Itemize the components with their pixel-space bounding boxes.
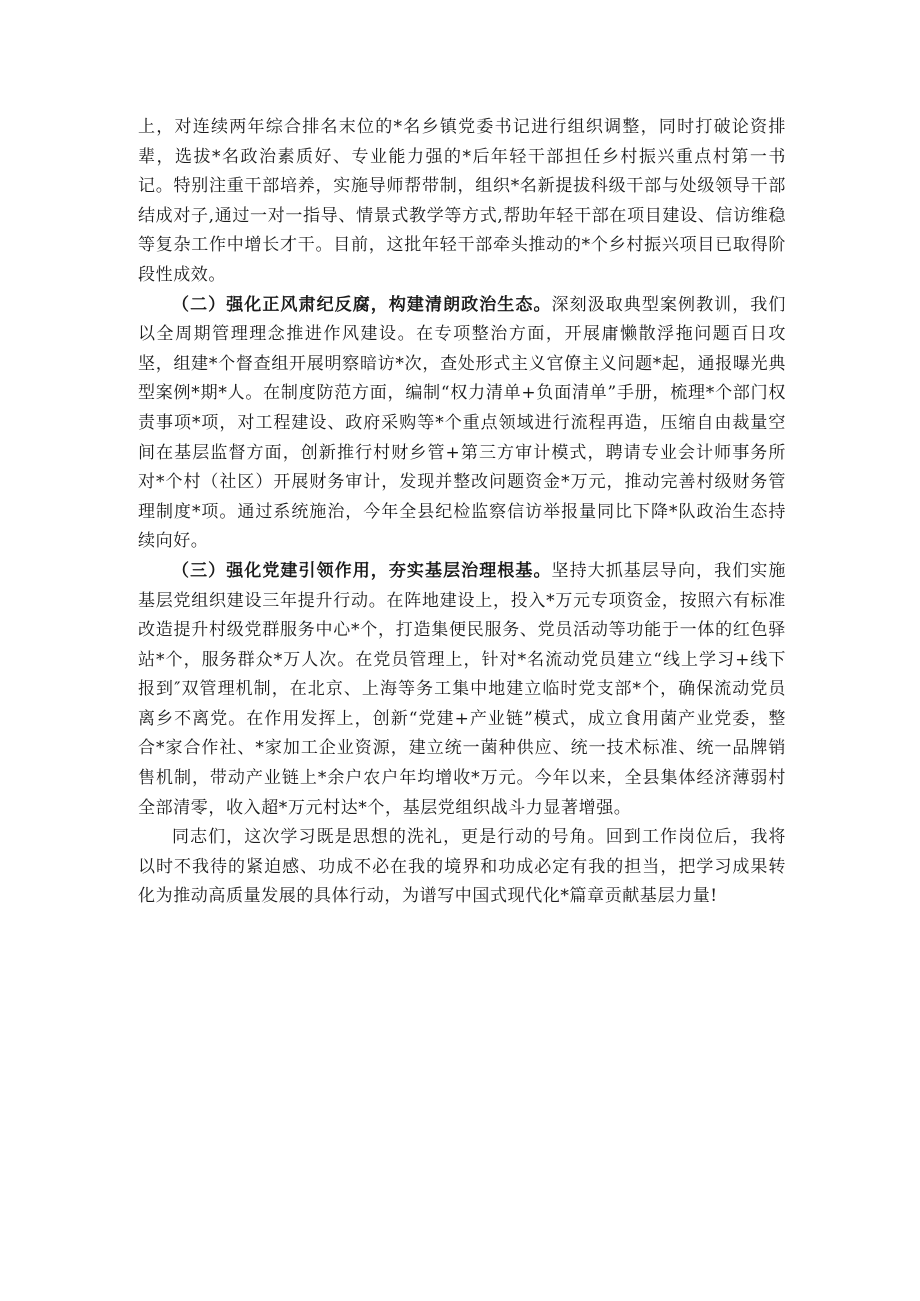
- section-3-body: 坚持大抓基层导向，我们实施基层党组织建设三年提升行动。在阵地建设上，投入*万元专项资金，按照六有标准改造提升村级党群服务中心*个，打造集便民服务、党员活动等功能于一体的红色驿站*个，服务群众*万人次。在党员管理上，针对*名流动党员建立“线上学习+线下报到″双管理机制，在北京、上海等务工集中地建立临时党支部*个，确保流动党员离乡不离党。在作用发挥上，创新“党建+产业链”模式，成立食用菌产业党委，整合*家合作社、*家加工企业资源，建立统一菌种供应、统一技术标准、统一品牌销售机制，带动产业链上*余户农户年均增收*万元。今年以来，全县集体经济薄弱村全部清零，收入超*万元村达*个，基层党组织战斗力显著增强。: [138, 560, 786, 818]
- section-3-heading: （三）强化党建引领作用，夯实基层治理根基。: [172, 560, 552, 581]
- section-2-body: 深刻汲取典型案例教训，我们以全周期管理理念推进作风建设。在专项整治方面，开展庸懒散浮拖问题百日攻坚，组建*个督查组开展明察暗访*次，查处形式主义官僚主义问题*起，通报曝光典型案例*期*人。在制度防范方面，编制“权力清单+负面清单”手册，梳理*个部门权责事项*项，对工程建设、政府采购等*个重点领域进行流程再造，压缩自由裁量空间在基层监督方面，创新推行村财乡管+第三方审计模式，聘请专业会计师事务所对*个村（社区）开展财务审计，发现并整改问题资金*万元，推动完善村级财务管理制度*项。通过系统施治，今年全县纪检监察信访举报量同比下降*队政治生态持续向好。: [138, 294, 786, 552]
- document-page: [138, 113, 786, 912]
- section-2-heading: （二）强化正风肃纪反腐，构建清朗政治生态。: [172, 294, 552, 315]
- paragraph-section-2: [138, 291, 786, 557]
- paragraph-section-3: [138, 557, 786, 823]
- paragraph-closing: [138, 823, 786, 912]
- closing-body: 同志们，这次学习既是思想的洗礼，更是行动的号角。回到工作岗位后，我将以时不我待的紧迫感、功成不必在我的境界和功成必定有我的担当，把学习成果转化为推动高质量发展的具体行动，为谱写中国式现代化*篇章贡献基层力量!: [138, 827, 786, 907]
- paragraph-1-body: 上，对连续两年综合排名末位的*名乡镇党委书记进行组织调整，同时打破论资排辈，选拔*名政治素质好、专业能力强的*后年轻干部担任乡村振兴重点村第一书记。特别注重干部培养，实施导师帮带制，组织*名新提拔科级干部与处级领导干部结成对子,通过一对一指导、情景式教学等方式,帮助年轻干部在项目建设、信访维稳等复杂工作中增长才干。目前，这批年轻干部牵头推动的*个乡村振兴项目已取得阶段性成效。: [138, 117, 786, 285]
- paragraph-continued: [138, 113, 786, 291]
